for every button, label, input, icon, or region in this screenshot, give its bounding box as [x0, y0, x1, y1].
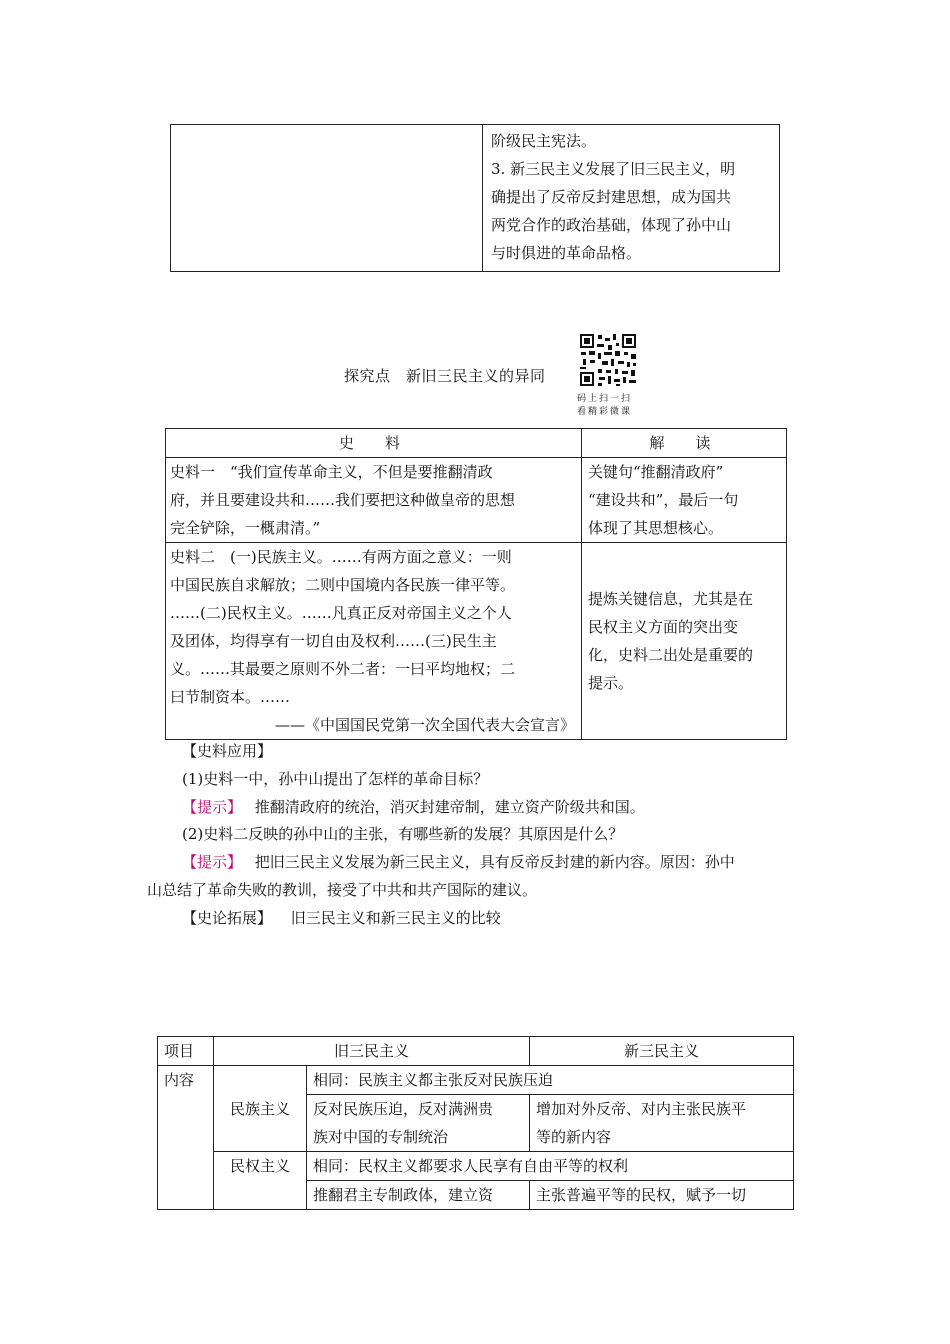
minquan-old: 推翻君主专制政体，建立资 — [307, 1181, 530, 1210]
text-line: 3. 新三民主义发展了旧三民主义，明 — [491, 160, 736, 178]
header-old: 旧三民主义 — [214, 1037, 530, 1066]
text-line: 确提出了反帝反封建思想，成为国共 — [491, 188, 732, 206]
text-line: 族对中国的专制统治 — [313, 1128, 449, 1146]
text-line: 等的新内容 — [536, 1128, 612, 1146]
hint-label: 【提示】 — [182, 798, 243, 816]
text-line: 与时俱进的革命品格。 — [491, 244, 642, 262]
text-line: 提示。 — [588, 674, 634, 692]
top-table — [170, 124, 780, 272]
header-reading: 解 读 — [582, 429, 787, 458]
citation: ——《中国国民党第一次全国代表大会宣言》 — [274, 716, 575, 734]
text-line: 中国民族自求解放；二则中国境内各民族一律平等。 — [170, 576, 516, 594]
answer-text: 把旧三民主义发展为新三民主义，具有反帝反封建的新内容。原因：孙中 — [254, 853, 735, 871]
text-line: 曰节制资本。…… — [170, 688, 291, 706]
minzu-old — [307, 1095, 530, 1152]
text-line: 府，并且要建设共和……我们要把这种做皇帝的思想 — [170, 491, 516, 509]
expand-heading — [182, 908, 501, 928]
expand-title: 旧三民主义和新三民主义的比较 — [290, 909, 501, 927]
hint-label: 【提示】 — [182, 853, 243, 871]
text-line: 关键句“推翻清政府” — [588, 463, 724, 481]
answer-2-cont: 山总结了革命失败的教训，接受了中共和共产国际的建议。 — [147, 881, 538, 899]
reading-cell-2 — [582, 543, 787, 740]
text-line: 阶级民主宪法。 — [491, 132, 597, 150]
text-line: 及团体，均得享有一切自由及权利……(三)民生主 — [170, 632, 497, 650]
text-line: 体现了其思想核心。 — [588, 519, 724, 537]
qr-caption: 码上扫一扫 — [577, 394, 633, 404]
answer-text: 推翻清政府的统治，消灭封建帝制，建立资产阶级共和国。 — [254, 798, 645, 816]
text-line: 史料二 (一)民族主义。……有两方面之意义：一则 — [170, 548, 512, 566]
qr-code-icon[interactable] — [578, 332, 638, 388]
top-table-left-cell — [171, 125, 483, 272]
text-line: 化，史料二出处是重要的 — [588, 646, 754, 664]
answer-2 — [182, 852, 735, 872]
source-cell-2 — [166, 543, 582, 740]
text-line: 完全铲除，一概肃清。” — [170, 519, 321, 537]
comparison-table — [157, 1036, 794, 1210]
text-line: 民权主义方面的突出变 — [588, 618, 739, 636]
source-table — [165, 428, 787, 740]
source-cell-1 — [166, 458, 582, 543]
header-item: 项目 — [158, 1037, 214, 1066]
text-line: 增加对外反帝、对内主张民族平 — [536, 1100, 747, 1118]
text-line: “建设共和”，最后一句 — [588, 491, 739, 509]
content-label: 内容 — [158, 1066, 214, 1210]
text-line: 提炼关键信息，尤其是在 — [588, 590, 754, 608]
text-line: 两党合作的政治基础，体现了孙中山 — [491, 216, 732, 234]
answer-1 — [182, 797, 645, 817]
reading-cell-1 — [582, 458, 787, 543]
minzu-new — [530, 1095, 794, 1152]
apply-heading: 【史料应用】 — [182, 742, 273, 760]
text-line: 义。……其最要之原则不外二者：一曰平均地权；二 — [170, 660, 516, 678]
minquan-new: 主张普遍平等的民权，赋予一切 — [530, 1181, 794, 1210]
minquan-label: 民权主义 — [214, 1152, 307, 1210]
section-heading: 探究点 新旧三民主义的异同 — [344, 367, 546, 385]
text-line: 史料一 “我们宣传革命主义，不但是要推翻清政 — [170, 463, 493, 481]
question-1: (1)史料一中，孙中山提出了怎样的革命目标？ — [182, 770, 489, 788]
header-new: 新三民主义 — [530, 1037, 794, 1066]
header-source: 史 料 — [166, 429, 582, 458]
minzu-label: 民族主义 — [214, 1066, 307, 1152]
top-table-right-cell — [483, 125, 780, 272]
question-2: (2)史料二反映的孙中山的主张，有哪些新的发展？其原因是什么？ — [182, 825, 624, 843]
minquan-same: 相同：民权主义都要求人民享有自由平等的权利 — [307, 1152, 794, 1181]
text-line: 反对民族压迫，反对满洲贵 — [313, 1100, 494, 1118]
text-line: ……(二)民权主义。……凡真正反对帝国主义之个人 — [170, 604, 512, 622]
minzu-same: 相同：民族主义都主张反对民族压迫 — [307, 1066, 794, 1095]
qr-caption: 看精彩微课 — [577, 407, 633, 417]
expand-label: 【史论拓展】 — [182, 909, 273, 927]
